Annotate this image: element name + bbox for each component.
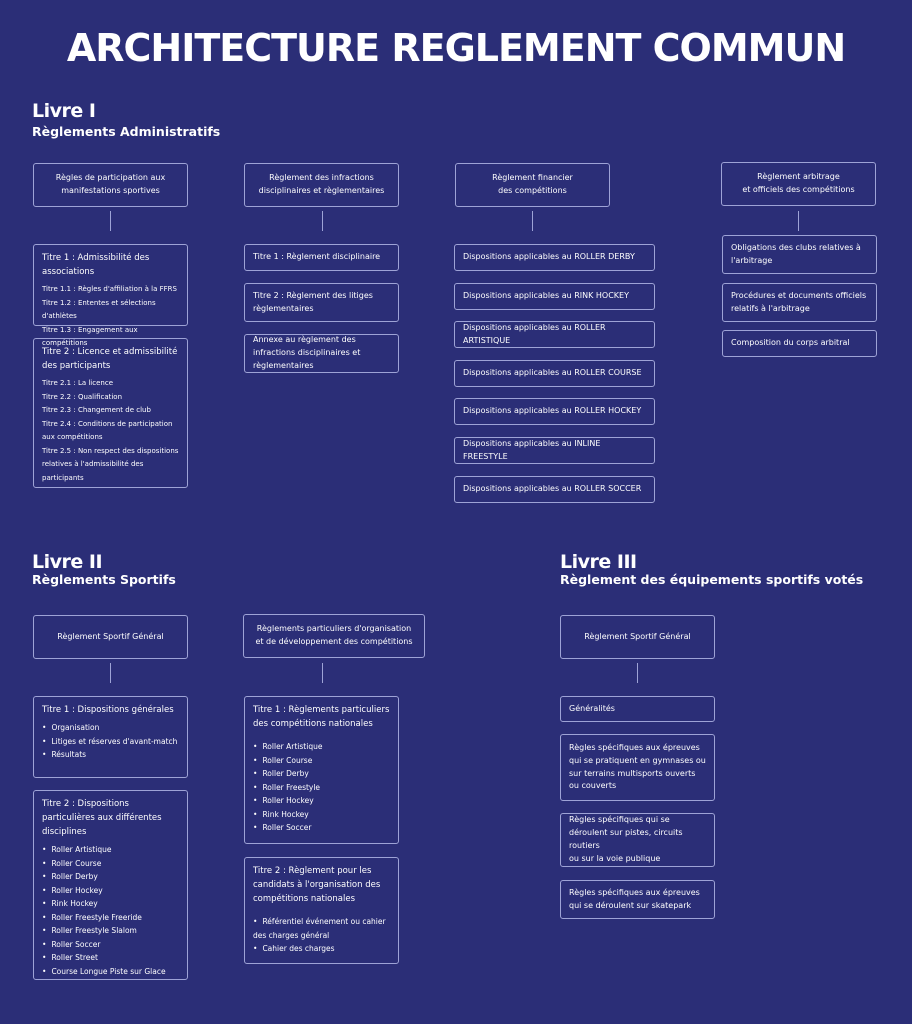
- livre3-item[interactable]: Règles spécifiques aux épreuves qui se pratiquent en gymnases ou sur terrains multisports ouverts ou couverts: [560, 734, 715, 801]
- livre1-infractions-item[interactable]: Titre 2 : Règlement des litiges règlementaires: [244, 283, 399, 322]
- list-item: • Roller Soccer: [253, 821, 390, 835]
- item-list: [42, 721, 179, 762]
- list-item: • Roller Derby: [42, 870, 179, 884]
- page-title: ARCHITECTURE REGLEMENT COMMUN: [66, 26, 846, 70]
- connector: [532, 211, 533, 231]
- list-item: Titre 2.1 : La licence: [42, 379, 113, 388]
- list-item: • Roller Derby: [253, 767, 390, 781]
- livre1-infractions-item[interactable]: Annexe au règlement des infractions disciplinaires et règlementaires: [244, 334, 399, 373]
- livre1-titre1-box[interactable]: [33, 244, 188, 348]
- box-heading: Titre 1 : Admissibilité des associations: [42, 253, 150, 278]
- livre2-header-particuliers[interactable]: Règlements particuliers d'organisation et de développement des compétitions: [243, 614, 425, 658]
- connector: [322, 211, 323, 231]
- livre1-header-participation[interactable]: Règles de participation aux manifestations sportives: [33, 163, 188, 207]
- list-item: Titre 2.4 : Conditions de participation aux compétitions: [42, 419, 173, 442]
- livre1-header-financier[interactable]: Règlement financier des compétitions: [455, 163, 610, 207]
- livre3-subtitle: Règlement des équipements sportifs votés: [560, 572, 864, 587]
- list-item: • Roller Street: [42, 951, 179, 965]
- item-list: [253, 915, 390, 956]
- livre1-titre2-box[interactable]: [33, 338, 188, 488]
- list-item: Titre 1.3 : Engagement aux compétitions: [42, 325, 138, 348]
- list-item: • Roller Soccer: [42, 938, 179, 952]
- list-item: • Cahier des charges: [253, 942, 390, 956]
- livre2-header-sportif-general[interactable]: Règlement Sportif Général: [33, 615, 188, 659]
- box-heading: Titre 2 : Règlement pour les candidats à l'organisation des compétitions nationales: [253, 866, 381, 905]
- livre1-financier-item[interactable]: Dispositions applicables au ROLLER SOCCER: [454, 476, 655, 503]
- livre1-header-infractions[interactable]: Règlement des infractions disciplinaires et règlementaires: [244, 163, 399, 207]
- item-list: [42, 377, 179, 485]
- list-item: • Rink Hockey: [42, 897, 179, 911]
- connector: [637, 663, 638, 683]
- list-item: Titre 2.2 : Qualification: [42, 392, 123, 401]
- livre1-header-arbitrage[interactable]: Règlement arbitrage et officiels des compétitions: [721, 162, 876, 206]
- list-item: • Roller Artistique: [253, 740, 390, 754]
- livre1-financier-item[interactable]: Dispositions applicables au INLINE FREESTYLE: [454, 437, 655, 464]
- livre1-arbitrage-item[interactable]: Obligations des clubs relatives à l'arbitrage: [722, 235, 877, 274]
- livre1-label: Livre I: [32, 100, 96, 122]
- livre2-titre2-box[interactable]: [33, 790, 188, 980]
- list-item: • Roller Course: [253, 754, 390, 768]
- livre3-header-sportif-general[interactable]: Règlement Sportif Général: [560, 615, 715, 659]
- livre2-label: Livre II: [32, 551, 103, 573]
- connector: [110, 211, 111, 231]
- livre1-financier-item[interactable]: Dispositions applicables au ROLLER ARTISTIQUE: [454, 321, 655, 348]
- livre1-financier-item[interactable]: Dispositions applicables au ROLLER DERBY: [454, 244, 655, 271]
- livre3-label: Livre III: [560, 551, 637, 573]
- livre2-particuliers-titre2-box[interactable]: [244, 857, 399, 964]
- connector: [110, 663, 111, 683]
- livre2-subtitle: Règlements Sportifs: [32, 572, 176, 587]
- livre3-item[interactable]: Règles spécifiques qui se déroulent sur pistes, circuits routiers ou sur la voie publique: [560, 813, 715, 867]
- livre1-financier-item[interactable]: Dispositions applicables au RINK HOCKEY: [454, 283, 655, 310]
- list-item: • Roller Hockey: [253, 794, 390, 808]
- box-heading: Titre 2 : Dispositions particulières aux différentes disciplines: [42, 799, 162, 838]
- livre2-titre1-box[interactable]: [33, 696, 188, 778]
- livre1-arbitrage-item[interactable]: Procédures et documents officiels relatifs à l'arbitrage: [722, 283, 877, 322]
- list-item: Titre 1.1 : Règles d'affiliation à la FFRS: [42, 285, 177, 294]
- list-item: • Rink Hockey: [253, 808, 390, 822]
- list-item: Titre 2.5 : Non respect des dispositions relatives à l'admissibilité des participants: [42, 446, 179, 482]
- list-item: • Roller Freestyle: [253, 781, 390, 795]
- list-item: • Course Longue Piste sur Glace: [42, 965, 179, 979]
- livre2-particuliers-titre1-box[interactable]: [244, 696, 399, 844]
- livre3-item[interactable]: Règles spécifiques aux épreuves qui se déroulent sur skatepark: [560, 880, 715, 919]
- list-item: • Litiges et réserves d'avant-match: [42, 735, 179, 749]
- list-item: Titre 2.3 : Changement de club: [42, 406, 151, 415]
- item-list: [42, 843, 179, 978]
- list-item: Titre 1.2 : Ententes et sélections d'athlètes: [42, 298, 156, 321]
- box-heading: Titre 2 : Licence et admissibilité des participants: [42, 347, 178, 372]
- livre1-arbitrage-item[interactable]: Composition du corps arbitral: [722, 330, 877, 357]
- list-item: • Organisation: [42, 721, 179, 735]
- list-item: • Roller Course: [42, 857, 179, 871]
- livre1-subtitle: Règlements Administratifs: [32, 124, 221, 139]
- livre1-financier-item[interactable]: Dispositions applicables au ROLLER HOCKEY: [454, 398, 655, 425]
- list-item: • Roller Hockey: [42, 884, 179, 898]
- box-heading: Titre 1 : Dispositions générales: [42, 705, 174, 715]
- list-item: • Roller Artistique: [42, 843, 179, 857]
- item-list: [253, 740, 390, 835]
- list-item: • Roller Freestyle Freeride: [42, 911, 179, 925]
- list-item: • Roller Freestyle Slalom: [42, 924, 179, 938]
- box-heading: Titre 1 : Règlements particuliers des compétitions nationales: [253, 705, 390, 730]
- livre1-financier-item[interactable]: Dispositions applicables au ROLLER COURSE: [454, 360, 655, 387]
- livre3-item[interactable]: Généralités: [560, 696, 715, 722]
- connector: [798, 211, 799, 231]
- list-item: • Résultats: [42, 748, 179, 762]
- list-item: • Référentiel événement ou cahier des charges général: [253, 915, 390, 942]
- connector: [322, 663, 323, 683]
- livre1-infractions-item[interactable]: Titre 1 : Règlement disciplinaire: [244, 244, 399, 271]
